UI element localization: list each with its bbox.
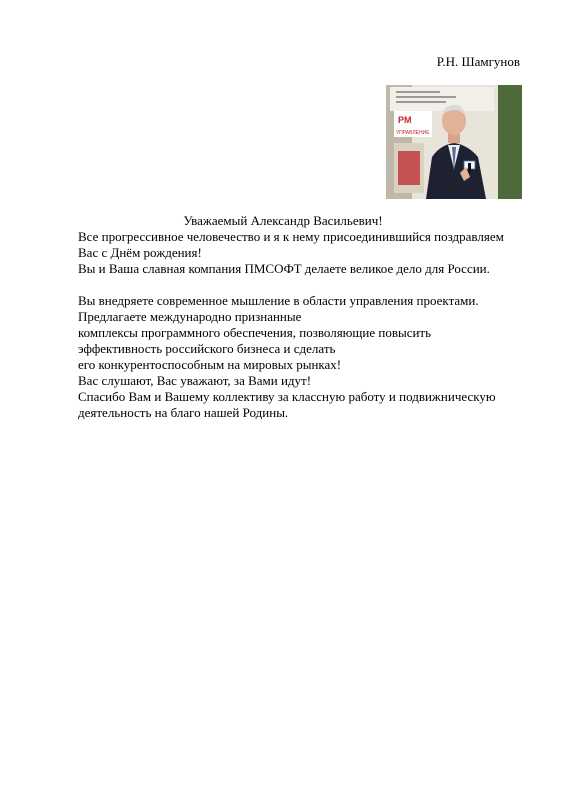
text-line: Вы и Ваша славная компания ПМСОФТ делаете великое дело для России. <box>78 261 490 276</box>
speaker-photo <box>386 85 522 199</box>
author-name: Р.Н. Шамгунов <box>436 54 520 69</box>
text-line: деятельность на благо нашей Родины. <box>78 405 289 420</box>
paragraph-2 <box>78 293 538 421</box>
banner-logo: PM <box>398 115 412 125</box>
text-line: Предлагаете международно признанные <box>78 309 302 324</box>
text-line: его конкурентоспособным на мировых рынках! <box>78 357 342 372</box>
text-line: Вы внедряете современное мышление в области управления проектами. <box>78 293 479 308</box>
text-line: комплексы программного обеспечения, позволяющие повысить <box>78 325 432 340</box>
greeting: Уважаемый Александр Васильевич! <box>183 213 383 228</box>
text-line: Все прогрессивное человечество и я к нему присоединившийся поздравляем <box>78 229 504 244</box>
text-line: Вас с Днём рождения! <box>78 245 202 260</box>
text-line: эффективность российского бизнеса и сделать <box>78 341 336 356</box>
text-line: Спасибо Вам и Вашему коллективу за классную работу и подвижническую <box>78 389 496 404</box>
text-line: Вас слушают, Вас уважают, за Вами идут! <box>78 373 312 388</box>
paragraph-1 <box>78 229 538 277</box>
banner-text: УПРАВЛЕНИЕ <box>396 130 430 136</box>
